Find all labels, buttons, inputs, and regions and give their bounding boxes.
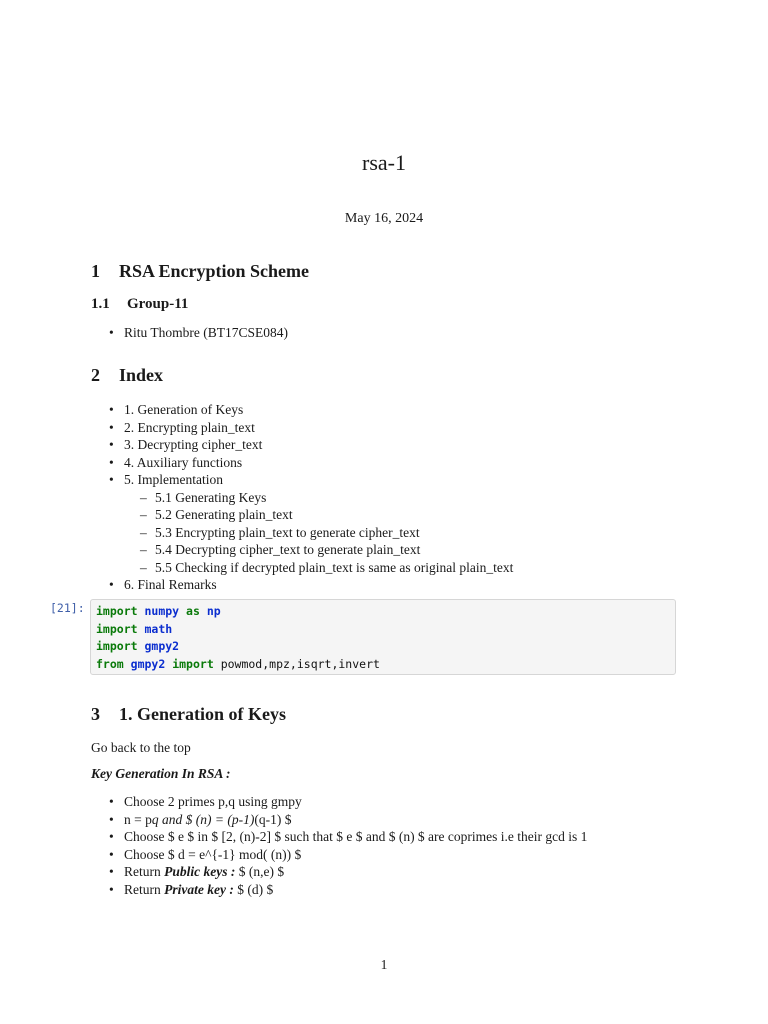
subsection-number: 1.1 [91, 296, 110, 312]
index-sublink[interactable]: – 5.2 Generating plain_text [107, 506, 513, 524]
code-cell[interactable] [90, 599, 676, 675]
list-item: • Choose 2 primes p,q using gmpy [107, 793, 587, 811]
document-title: rsa-1 [362, 150, 406, 175]
page-number: 1 [380, 957, 388, 972]
list-item: • Ritu Thombre (BT17CSE084) [107, 324, 288, 342]
section-number: 3 [91, 704, 100, 724]
section-title: RSA Encryption Scheme [119, 261, 310, 281]
back-to-top-link[interactable]: Go back to the top [91, 740, 191, 755]
index-link[interactable]: • 3. Decrypting cipher_text [107, 436, 513, 454]
subsection-heading-1-1 [91, 296, 188, 313]
cell-prompt: [21]: [50, 601, 85, 615]
list-item: • Choose $ e $ in $ [2, (n)-2] $ such that $ e $ and $ (n) $ are coprimes i.e their gcd is 1 [107, 828, 587, 846]
document-date: May 16, 2024 [344, 211, 424, 226]
list-item: • n = pq and $ (n) = (p-1)(q-1) $ [107, 811, 587, 829]
index-link[interactable]: • 5. Implementation [107, 471, 513, 489]
code-line: import math [96, 621, 173, 636]
index-list [107, 401, 513, 594]
keygen-steps-list [107, 793, 587, 898]
index-link[interactable]: • 6. Final Remarks [107, 576, 513, 594]
group-members-list [107, 324, 288, 342]
section-heading-2 [91, 365, 163, 386]
index-link[interactable]: • 1. Generation of Keys [107, 401, 513, 419]
code-line: import numpy as np [96, 604, 221, 618]
list-item: • Return Public keys : $ (n,e) $ [107, 863, 587, 881]
subsection-title: Group-11 [127, 296, 189, 312]
index-link[interactable]: • 4. Auxiliary functions [107, 454, 513, 472]
index-link[interactable]: • 2. Encrypting plain_text [107, 419, 513, 437]
section-number: 2 [91, 365, 100, 385]
section-title: Index [119, 365, 164, 385]
list-item: • Choose $ d = e^{-1} mod( (n)) $ [107, 846, 587, 864]
index-sublink[interactable]: – 5.1 Generating Keys [107, 489, 513, 507]
list-item: • Return Private key : $ (d) $ [107, 881, 587, 899]
section-heading-3 [91, 704, 286, 725]
section-title: 1. Generation of Keys [119, 704, 286, 724]
index-sublink[interactable]: – 5.5 Checking if decrypted plain_text is same as original plain_text [107, 559, 513, 577]
section-heading-1 [91, 261, 309, 282]
code-line: import gmpy2 [96, 639, 180, 653]
section-number: 1 [91, 261, 100, 281]
code-line: from gmpy2 import powmod,mpz,isqrt,invert [96, 656, 380, 671]
keygen-heading: Key Generation In RSA : [91, 766, 231, 781]
index-sublink[interactable]: – 5.4 Decrypting cipher_text to generate plain_text [107, 541, 513, 559]
index-sublink[interactable]: – 5.3 Encrypting plain_text to generate cipher_text [107, 524, 513, 542]
